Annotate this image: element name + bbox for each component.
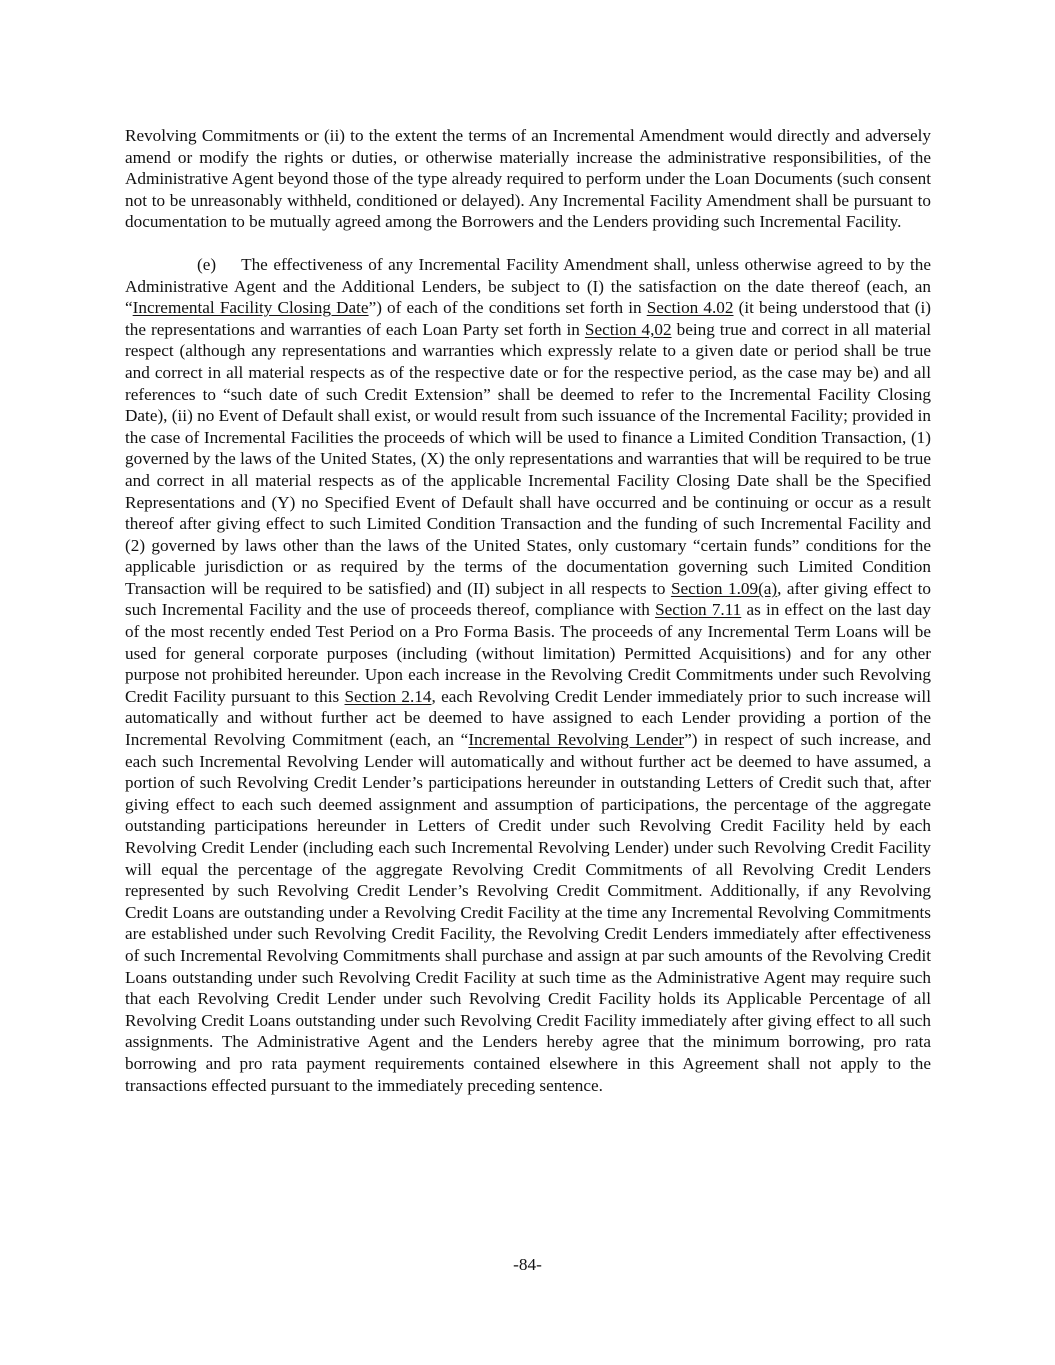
paragraph-text: , after giving effect to such Incremental Facility and the use of proceeds thereof, compliance with xyxy=(125,578,931,620)
paragraph-text: The effectiveness of any Incremental Facility Amendment shall, unless otherwise agreed to by the Administrative Agent and the Additional Lenders, be subject to (I) the satisfaction on the date thereof (each, an “ xyxy=(125,254,931,318)
section-reference-4-02: Section 4.02 xyxy=(646,298,734,318)
paragraph-text: as in effect on the last day of the most recently ended Test Period on a Pro Forma Basis. The proceeds of any Incremental Term Loans will be used for general corporate purposes (including (without limitation) Permitted Acquisitions) and for any other purpose not prohibited hereunder. Upon each increase in the Revolving Credit Commitments under such Revolving Credit Facility pursuant to this xyxy=(125,600,931,706)
defined-term-incremental-revolving-lender: Incremental Revolving Lender xyxy=(468,730,685,750)
section-reference-2-14: Section 2.14 xyxy=(344,686,432,706)
section-reference-4-02-second: Section 4,02 xyxy=(584,319,672,339)
document-page xyxy=(125,125,931,1096)
paragraph-e-effectiveness xyxy=(125,254,931,1096)
paragraph-revolving-commitments: Revolving Commitments or (ii) to the extent the terms of an Incremental Amendment would directly and adversely amend or modify the rights or duties, or otherwise materially increase the administrative responsibilities, of the Administrative Agent beyond those of the type already required to perform under the Loan Documents (such consent not to be unreasonably withheld, conditioned or delayed). Any Incremental Facility Amendment shall be pursuant to documentation to be mutually agreed among the Borrowers and the Lenders providing such Incremental Facility. xyxy=(125,126,931,232)
section-reference-7-11: Section 7.11 xyxy=(655,600,742,620)
section-reference-1-09a: Section 1.09(a) xyxy=(670,578,778,598)
defined-term-incremental-facility-closing-date: Incremental Facility Closing Date xyxy=(132,298,369,318)
paragraph-text: ”) of each of the conditions set forth in xyxy=(368,298,647,318)
paragraph-text: being true and correct in all material respect (although any representations and warranties which expressly relate to a given date or period shall be true and correct in all material respects as of the respective date or for the respective period, as the case may be) and all references to “such date of such Credit Extension” shall be deemed to refer to the Incremental Facility Closing Date), (ii) no Event of Default shall exist, or would result from such issuance of the Incremental Facility; provided in the case of Incremental Facilities the proceeds of which will be used to finance a Limited Condition Transaction, (1) governed by the laws of the United States, (X) the only representations and warranties that will be required to be true and correct in all material respects as of the applicable Incremental Facility Closing Date shall be the Specified Representations and (Y) no Specified Event of Default shall have occurred and be continuing or occur as a result thereof after giving effect to such Limited Condition Transaction and the funding of such Incremental Facility and (2) governed by laws other than the laws of the United States, only customary “certain funds” conditions for the applicable jurisdiction or as required by the terms of the documentation governing such Limited Condition Transaction will be required to be satisfied) and (II) subject in all respects to xyxy=(125,319,931,598)
clause-label: (e) xyxy=(197,254,217,274)
paragraph-text: , each Revolving Credit Lender immediately prior to such increase will automatically and without further act be deemed to have assigned to each Lender providing a portion of the Incremental Revolving Commitment (each, an “ xyxy=(125,686,931,750)
paragraph-text: (it being understood that (i) the representations and warranties of each Loan Party set forth in xyxy=(125,298,932,339)
page-number: -84- xyxy=(513,1255,542,1274)
paragraph-text: ”) in respect of such increase, and each such Incremental Revolving Lender will automatically and without further act be deemed to have assumed, a portion of such Revolving Credit Lender’s participations hereunder in outstanding Letters of Credit such that, after giving effect to each such deemed assignment and assumption of participations, the percentage of the aggregate outstanding participations hereunder in Letters of Credit under such Revolving Credit Facility held by each Revolving Credit Lender (including each such Incremental Revolving Lender) under such Revolving Credit Facility will equal the percentage of the aggregate Revolving Credit Commitments of all Revolving Credit Lenders represented by such Revolving Credit Lender’s Revolving Credit Commitment. Additionally, if any Revolving Credit Loans are outstanding under a Revolving Credit Facility at the time any Incremental Revolving Commitments are established under such Revolving Credit Facility, the Revolving Credit Lenders immediately after effectiveness of such Incremental Revolving Commitments shall purchase and assign at par such amounts of the Revolving Credit Loans outstanding under such Revolving Credit Facility at such time as the Administrative Agent may require such that each Revolving Credit Lender under such Revolving Credit Facility holds its Applicable Percentage of all Revolving Credit Loans outstanding under such Revolving Credit Facility immediately after giving effect to all such assignments. The Administrative Agent and the Lenders hereby agree that the minimum borrowing, pro rata borrowing and pro rata payment requirements contained elsewhere in this Agreement shall not apply to the transactions effected pursuant to the immediately preceding sentence. xyxy=(125,730,931,1095)
